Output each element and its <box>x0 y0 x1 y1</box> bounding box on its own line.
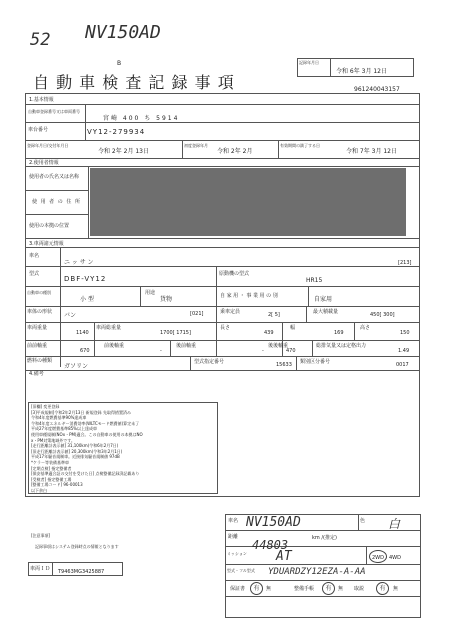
notes-line: 使用車種規制(NOx・PM)適合。この自動車の使用の本拠はNO <box>31 431 143 437</box>
engine-value: HR15 <box>306 277 323 284</box>
user-name-label: 使用者の氏名又は名称 <box>29 174 80 180</box>
rear-rear-axle-value: 470 <box>286 348 296 354</box>
notes-line: x・PM対策地域外です。 <box>31 437 75 443</box>
gross-label: 車両総重量 <box>96 325 122 331</box>
notes-line: 令和4年度エネルギー消費効率(WLTCモード燃費値)算定未了 <box>31 420 140 426</box>
grade-label: 型式・フル型式 <box>227 568 255 573</box>
note-text: 記録事項はシステム登録時点の情報となります <box>35 544 119 549</box>
front-front-axle-label: 前前軸重 <box>27 343 48 349</box>
type-value: DBF-VY12 <box>64 275 107 283</box>
note-heading: [注意事項] <box>31 533 51 538</box>
expiry-value: 令和 7年 3月 12日 <box>346 148 397 155</box>
handwritten-number: 52 <box>30 30 51 50</box>
section-basic-heading: 1.基本情報 <box>29 97 54 103</box>
height-label: 高さ <box>360 325 371 331</box>
kind-label: 自動車の種別 <box>27 290 51 295</box>
manual-label: 整備手帳 <box>294 586 315 592</box>
purpose-label: 自 家 用 ・ 事 業 用 の 別 <box>220 293 278 299</box>
notes-line: [旧走行距離計表示値] 20,300km(令和3年2月1日) <box>31 448 123 454</box>
body-code: [021] <box>190 311 204 317</box>
maker-code: [213] <box>398 260 412 266</box>
color-value: 白 <box>388 517 401 531</box>
drive-2wd-circle <box>369 550 387 563</box>
maker-label: 車名 <box>29 253 40 259</box>
fuel-value: ガソリン <box>64 363 89 370</box>
kind-value: 小 型 <box>80 296 94 303</box>
warranty-label: 保証書 <box>230 586 246 592</box>
manual-yes-circle: 有 <box>322 582 335 595</box>
date2-value: 令和 2年 2月 <box>217 148 253 155</box>
mission-value: AT <box>276 549 292 564</box>
date1-label: 登録年月日/交付年月日 <box>27 143 69 148</box>
drive-label: 2WD・4WD <box>372 555 401 561</box>
distance-value: 44803 <box>252 538 289 552</box>
purpose-value: 自家用 <box>314 296 333 303</box>
notes-line: [旧欄] 変更登録 <box>31 404 60 409</box>
category-value: 0017 <box>396 362 409 368</box>
notes-line: [保安基準適合証の交付を受けた日] 点検整備記録済記載あり <box>31 471 140 477</box>
weight-value: 1140 <box>76 330 89 336</box>
keys-label: 取説 <box>354 586 365 592</box>
notes-line: [走行距離計表示値] 31,100km(令和6年2月7日) <box>31 443 119 449</box>
use-label: 用途 <box>145 290 156 296</box>
capacity-value: 2[ 5] <box>268 312 280 318</box>
warranty-yes-circle: 有 <box>250 582 263 595</box>
weight-label: 車両重量 <box>27 325 48 331</box>
user-address-label: 使 用 者 の 住 所 <box>32 199 81 205</box>
rear-front-axle-label: 後前軸重 <box>176 343 197 349</box>
width-label: 幅 <box>290 325 296 331</box>
use-value: 貨物 <box>160 296 173 303</box>
redacted-user-info <box>90 168 406 236</box>
color-label: 色 <box>360 518 366 524</box>
front-front-axle-value: 670 <box>80 348 90 354</box>
body-label: 車体の形状 <box>27 309 53 315</box>
record-date-label: 記録年月日 <box>299 60 319 65</box>
engine-label: 原動機の型式 <box>219 271 250 277</box>
grade-value: YDUARDZY12EZA-A-AA <box>268 567 366 577</box>
warranty-none: 無 <box>266 586 272 592</box>
rear-rear-axle-label: 後後軸重 <box>268 343 289 349</box>
record-date-value: 令和 6年 3月 12日 <box>336 68 387 75</box>
maker-value: ニッサン <box>64 259 96 266</box>
reg-value: 宮崎 400 ち 5914 <box>103 115 180 122</box>
displacement-label: 総排気量又は定格出力 <box>316 343 367 349</box>
distance-label: 距離 <box>228 534 239 540</box>
length-label: 長さ <box>220 325 231 331</box>
front-rear-axle-label: 前後軸重 <box>104 343 125 349</box>
capacity-label: 乗車定員 <box>220 309 241 315</box>
height-value: 150 <box>400 330 410 336</box>
front-rear-axle-value: - <box>160 348 162 354</box>
model-label: 車名 <box>228 518 239 524</box>
category-label: 類別区分番号 <box>300 359 331 365</box>
notes-line: [定期点検] 指定整備者 <box>31 465 72 471</box>
rear-front-axle-value: - <box>262 348 264 354</box>
section-user-heading: 2.使用者情報 <box>29 160 59 166</box>
notes-content <box>31 404 143 494</box>
notes-line: 平成27年度燃費基準85%以上達成車 <box>31 426 97 432</box>
length-value: 439 <box>264 330 274 336</box>
notes-line: [整備工場コード] 96-00013 <box>31 482 83 488</box>
page-title: 自 動 車 検 査 記 録 事 項 <box>33 73 235 92</box>
gross-value: 1700[ 1715] <box>160 330 191 336</box>
distance-unit: km /(推定) <box>312 535 337 541</box>
keys-yes-circle: 有 <box>376 582 389 595</box>
handwritten-model: NV150AD <box>85 22 161 43</box>
load-label: 最大積載量 <box>313 309 339 315</box>
load-value: 450[ 300] <box>370 312 395 318</box>
document-number: 961240043157 <box>354 86 400 93</box>
section-vehicle-heading: 3.車両諸元情報 <box>29 241 64 247</box>
section-notes-heading: 4.備考 <box>29 371 44 377</box>
user-base-label: 使用の本拠の位置 <box>29 223 70 229</box>
vehicle-id-label: 車両ＩＤ <box>30 566 51 572</box>
mission-label: ミッション <box>227 551 247 556</box>
notes-line: [3]平成規制]令和2年2月13日 新規登録 先取得措置済み <box>31 409 131 415</box>
chassis-value: VY12-279934 <box>87 128 146 136</box>
reg-label: 自動車登録番号又は車両番号 <box>28 109 80 114</box>
notes-line: [受検者] 指定整備工場 <box>31 476 72 482</box>
keys-none: 無 <box>393 586 399 592</box>
displacement-value: 1.49 <box>398 348 410 354</box>
manual-none: 無 <box>338 586 344 592</box>
model-value: NV150AD <box>246 515 301 530</box>
type-no-label: 型式指定番号 <box>194 359 225 365</box>
notes-line: 平成17年騒音規制車。近接排気騒音規制値 97dB <box>31 454 120 460</box>
chassis-label: 車台番号 <box>28 127 49 133</box>
vehicle-id-value: T9463MG3425887 <box>58 569 105 575</box>
b-mark: B <box>117 60 122 67</box>
date1-value: 令和 2年 2月 13日 <box>98 148 149 155</box>
type-no-value: 15633 <box>276 362 292 368</box>
notes-line: 以下余白 <box>31 487 47 493</box>
notes-line: *ケラー等装備基準車 <box>31 459 69 465</box>
fuel-label: 燃料の種類 <box>27 358 53 364</box>
width-value: 169 <box>334 330 344 336</box>
notes-line: 令和4年度燃費基準90%達成車 <box>31 415 87 421</box>
type-label: 型式 <box>29 271 40 277</box>
body-value: バン <box>64 312 77 319</box>
expiry-label: 有効期間の満了する日 <box>280 143 320 148</box>
date2-label: 初度登録年月 <box>184 143 208 148</box>
